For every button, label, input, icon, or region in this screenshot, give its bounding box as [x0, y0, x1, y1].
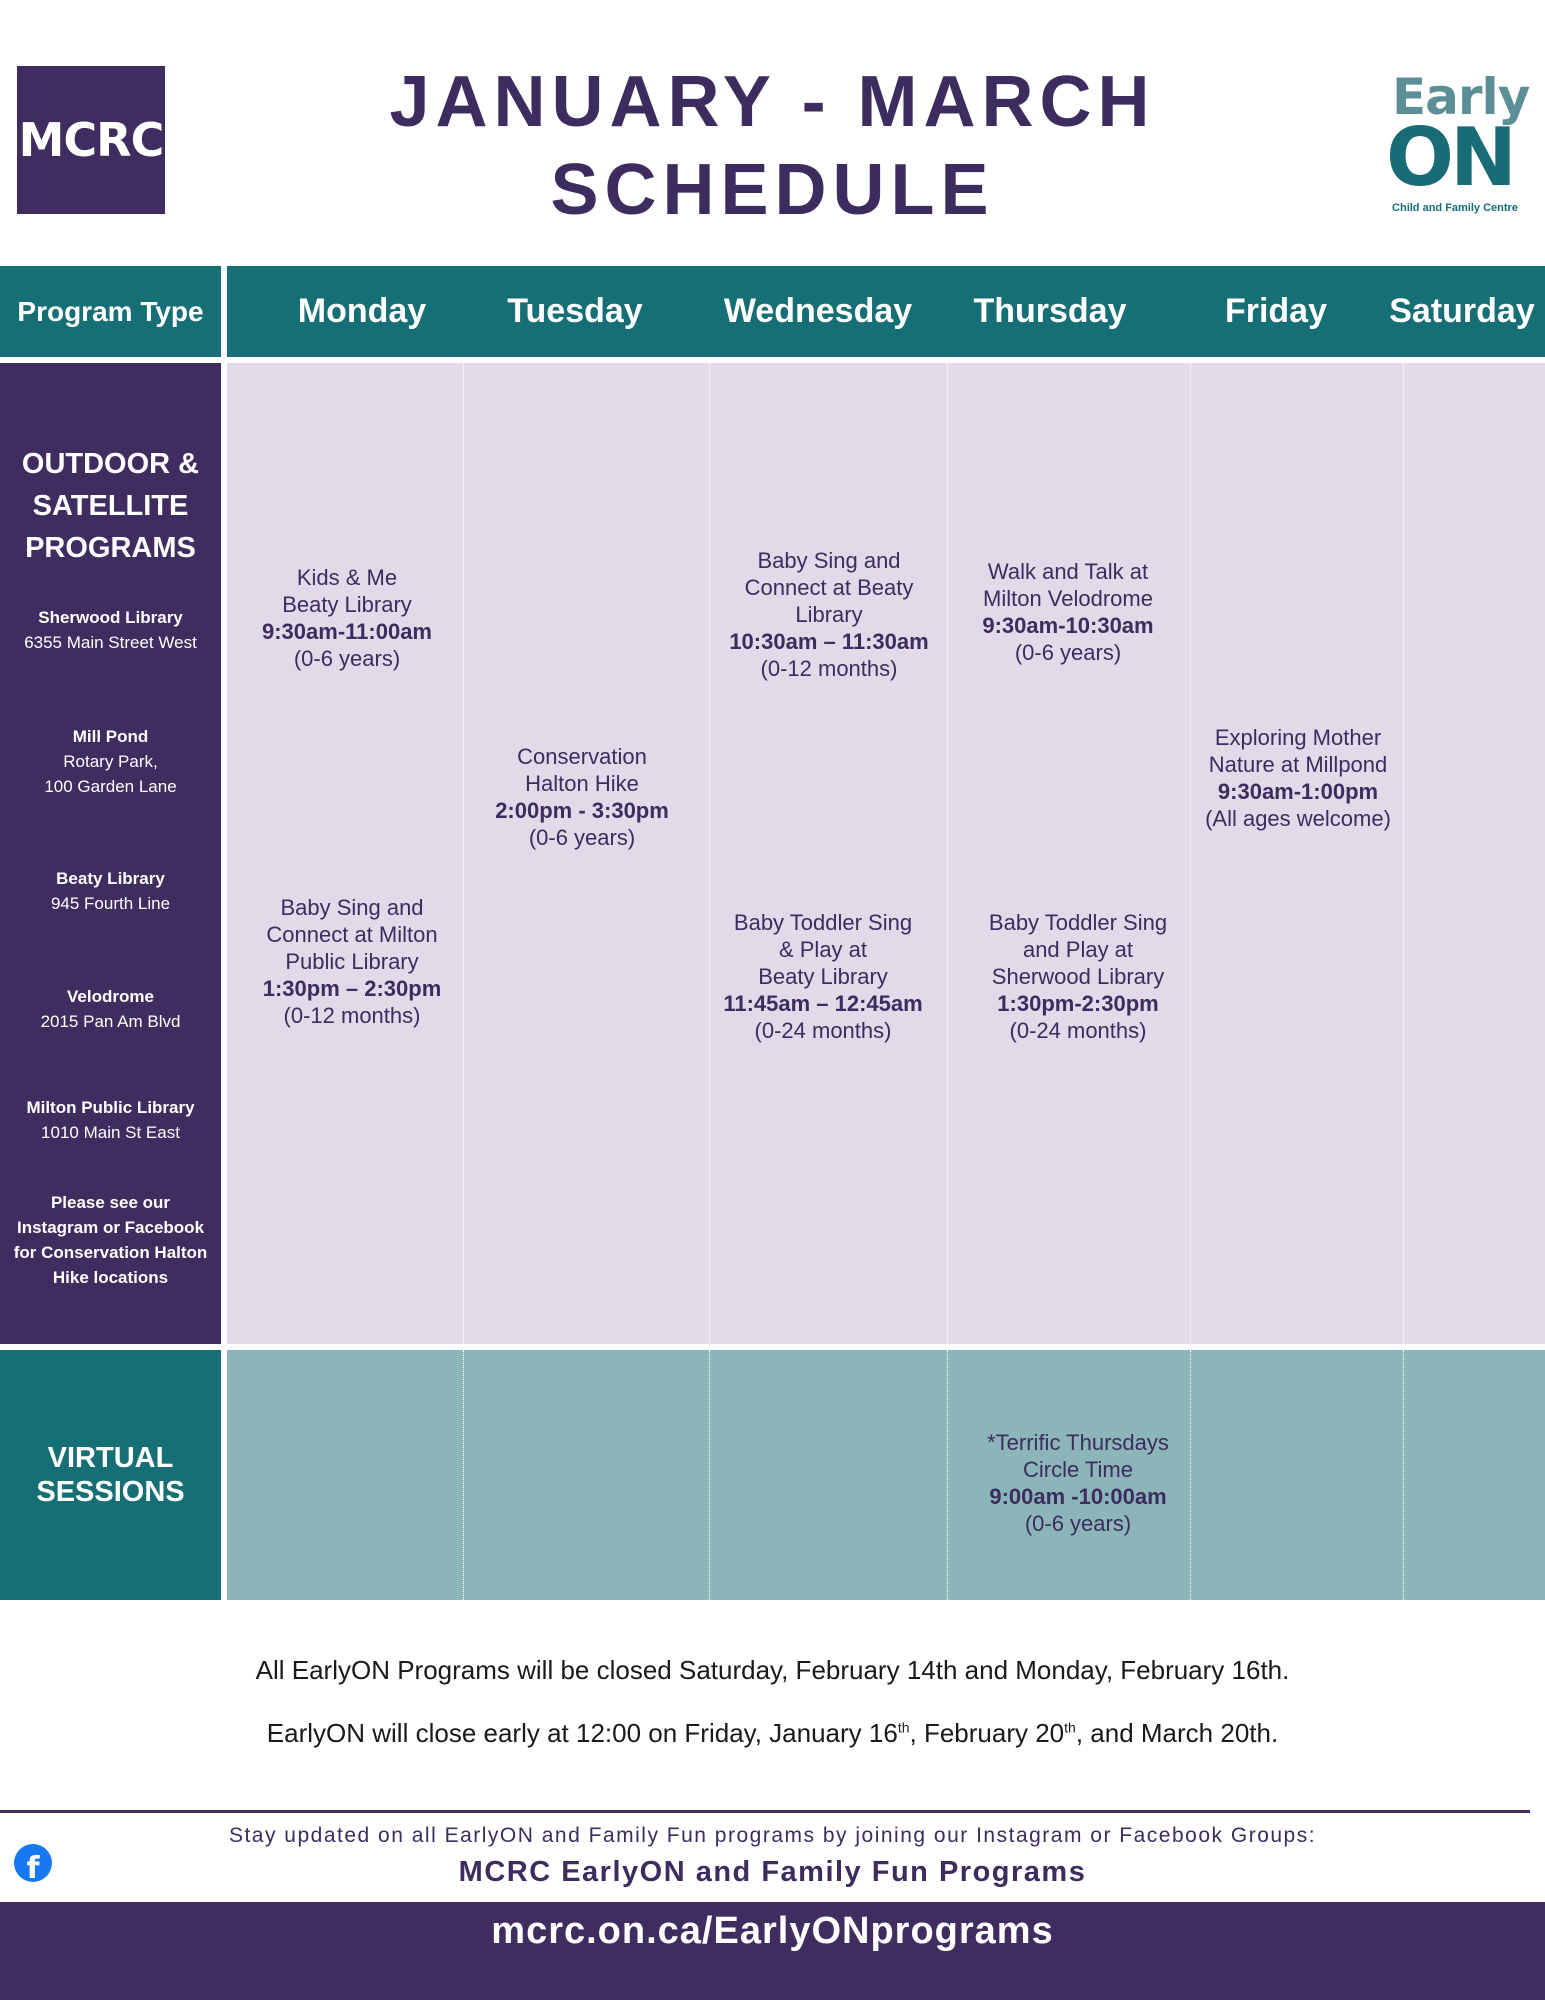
program-type-label: Program Type — [17, 295, 204, 327]
program-type-header — [0, 266, 221, 357]
location-velodrome — [0, 984, 221, 1034]
column-divider — [709, 363, 710, 1344]
column-divider — [709, 1350, 710, 1600]
column-divider — [947, 363, 948, 1344]
event-terrific-thursdays — [962, 1429, 1194, 1537]
event-name-line: *Terrific Thursdays — [987, 1430, 1169, 1455]
location-name: Milton Public Library — [26, 1098, 195, 1117]
event-name-line: Baby Sing and — [757, 548, 901, 573]
column-divider — [463, 1350, 464, 1600]
earlyon-logo-subtitle: Child and Family Centre — [1392, 202, 1518, 214]
day-header-friday: Friday — [1224, 292, 1328, 330]
column-divider — [947, 1350, 948, 1600]
event-name-line: Exploring Mother — [1214, 725, 1382, 750]
early-closure-part: EarlyON will close early at 12:00 on Friday, January 16 — [266, 1718, 898, 1748]
event-time: 1:30pm – 2:30pm — [262, 976, 442, 1001]
early-closure-notice — [0, 1718, 1545, 1749]
event-name-line: Sherwood Library — [991, 964, 1165, 989]
day-header-wednesday: Wednesday — [723, 292, 913, 330]
event-baby-toddler-beaty — [707, 909, 939, 1044]
earlyon-logo-early: Early — [1392, 68, 1530, 126]
day-header-monday: Monday — [297, 292, 427, 330]
event-time: 9:30am-1:00pm — [1217, 779, 1379, 804]
earlyon-logo — [1380, 68, 1530, 218]
location-mill-pond — [0, 724, 221, 799]
early-closure-part: , and March 20th. — [1075, 1718, 1279, 1748]
event-ages: (0-6 years) — [1024, 1511, 1132, 1536]
event-name-line: Connect at Beaty — [744, 575, 914, 600]
day-header-tuesday: Tuesday — [507, 292, 643, 330]
location-address-2: 100 Garden Lane — [44, 777, 177, 796]
footer-divider — [0, 1810, 1530, 1813]
event-time: 11:45am – 12:45am — [723, 991, 923, 1016]
event-name-line: Kids & Me — [296, 565, 398, 590]
event-name-line: Circle Time — [1022, 1457, 1133, 1482]
location-address: 1010 Main St East — [41, 1123, 180, 1142]
event-baby-sing-beaty — [713, 547, 945, 682]
location-address: 2015 Pan Am Blvd — [40, 1012, 181, 1031]
group-name: MCRC EarlyON and Family Fun Programs — [458, 1856, 1087, 1888]
event-ages: (0-6 years) — [528, 825, 636, 850]
website-link[interactable]: mcrc.on.ca/EarlyONprograms — [491, 1910, 1054, 1952]
event-name-line: Connect at Milton — [266, 922, 438, 947]
event-name-line: Conservation — [517, 744, 647, 769]
early-closure-part: , February 20 — [909, 1718, 1065, 1748]
location-address: 6355 Main Street West — [24, 633, 197, 652]
event-ages: (0-6 years) — [293, 646, 401, 671]
event-name-line: Public Library — [285, 949, 419, 974]
event-baby-sing-milton — [237, 894, 467, 1029]
event-name-line: Milton Velodrome — [983, 586, 1153, 611]
event-conservation-halton-hike — [472, 743, 692, 851]
location-name: Mill Pond — [72, 727, 149, 746]
location-sherwood — [0, 605, 221, 655]
event-name-line: Nature at Millpond — [1208, 752, 1388, 777]
event-name-line: and Play at — [1022, 937, 1134, 962]
event-time: 10:30am – 11:30am — [729, 629, 929, 654]
event-ages: (0-24 months) — [1009, 1018, 1147, 1043]
event-ages: (0-24 months) — [754, 1018, 892, 1043]
event-ages: (0-12 months) — [283, 1003, 421, 1028]
event-name-line: Beaty Library — [282, 592, 412, 617]
event-ages: (0-6 years) — [1014, 640, 1122, 665]
event-name-line: Baby Sing and — [280, 895, 424, 920]
event-name-line: Baby Toddler Sing — [733, 910, 913, 935]
location-address: 945 Fourth Line — [50, 894, 171, 913]
column-divider — [1190, 363, 1191, 1344]
location-milton-public-library — [0, 1095, 221, 1145]
outdoor-programs-cell — [0, 363, 221, 1344]
event-exploring-mother-nature — [1187, 724, 1409, 832]
event-name-line: Library — [795, 602, 863, 627]
location-beaty — [0, 866, 221, 916]
day-header-thursday: Thursday — [973, 292, 1127, 330]
mcrc-logo-text: MCRC — [18, 113, 164, 167]
page-title — [330, 58, 1215, 234]
virtual-sessions-cell — [0, 1350, 221, 1600]
event-name-line: Halton Hike — [525, 771, 639, 796]
event-baby-toddler-sherwood — [962, 909, 1194, 1044]
event-ages: (All ages welcome) — [1205, 806, 1391, 831]
page-title-line2: SCHEDULE — [550, 150, 995, 230]
ordinal-suffix: th — [1064, 1719, 1076, 1736]
location-name: Velodrome — [67, 987, 154, 1006]
virtual-title-line2: SESSIONS — [36, 1476, 185, 1508]
virtual-title-line1: VIRTUAL — [47, 1442, 174, 1474]
closure-notice: All EarlyON Programs will be closed Saturday, February 14th and Monday, February 16th. — [255, 1655, 1290, 1685]
event-walk-and-talk — [952, 558, 1184, 666]
column-divider — [1403, 1350, 1404, 1600]
event-time: 2:00pm - 3:30pm — [495, 798, 669, 823]
event-name-line: Baby Toddler Sing — [988, 910, 1168, 935]
location-name: Beaty Library — [56, 869, 165, 888]
event-time: 1:30pm-2:30pm — [997, 991, 1159, 1016]
page-title-line1: JANUARY - MARCH — [389, 62, 1156, 142]
virtual-schedule-grid — [227, 1350, 1545, 1600]
event-name-line: Walk and Talk at — [987, 559, 1149, 584]
day-header-saturday: Saturday — [1389, 292, 1535, 330]
mcrc-logo — [17, 66, 165, 214]
location-address: Rotary Park, — [63, 752, 158, 771]
column-divider — [1403, 363, 1404, 1344]
event-time: 9:00am -10:00am — [989, 1484, 1167, 1509]
facebook-icon[interactable]: f — [14, 1844, 52, 1882]
event-name-line: Beaty Library — [758, 964, 888, 989]
location-name: Sherwood Library — [38, 608, 183, 627]
hike-locations-note: Please see our Instagram or Facebook for Conservation Halton Hike locations — [13, 1193, 208, 1287]
event-time: 9:30am-11:00am — [261, 619, 432, 644]
event-name-line: & Play at — [778, 937, 868, 962]
event-time: 9:30am-10:30am — [982, 613, 1154, 638]
earlyon-logo-on: ON — [1386, 111, 1513, 204]
ordinal-suffix: th — [897, 1719, 910, 1736]
outdoor-schedule-grid — [227, 363, 1545, 1344]
event-kids-and-me — [237, 564, 457, 672]
outdoor-section-title: OUTDOOR & SATELLITE PROGRAMS — [21, 448, 200, 564]
column-divider — [463, 363, 464, 1344]
event-ages: (0-12 months) — [760, 656, 898, 681]
stay-updated-text: Stay updated on all EarlyON and Family Fun programs by joining our Instagram or Facebook Groups: — [228, 1824, 1317, 1847]
